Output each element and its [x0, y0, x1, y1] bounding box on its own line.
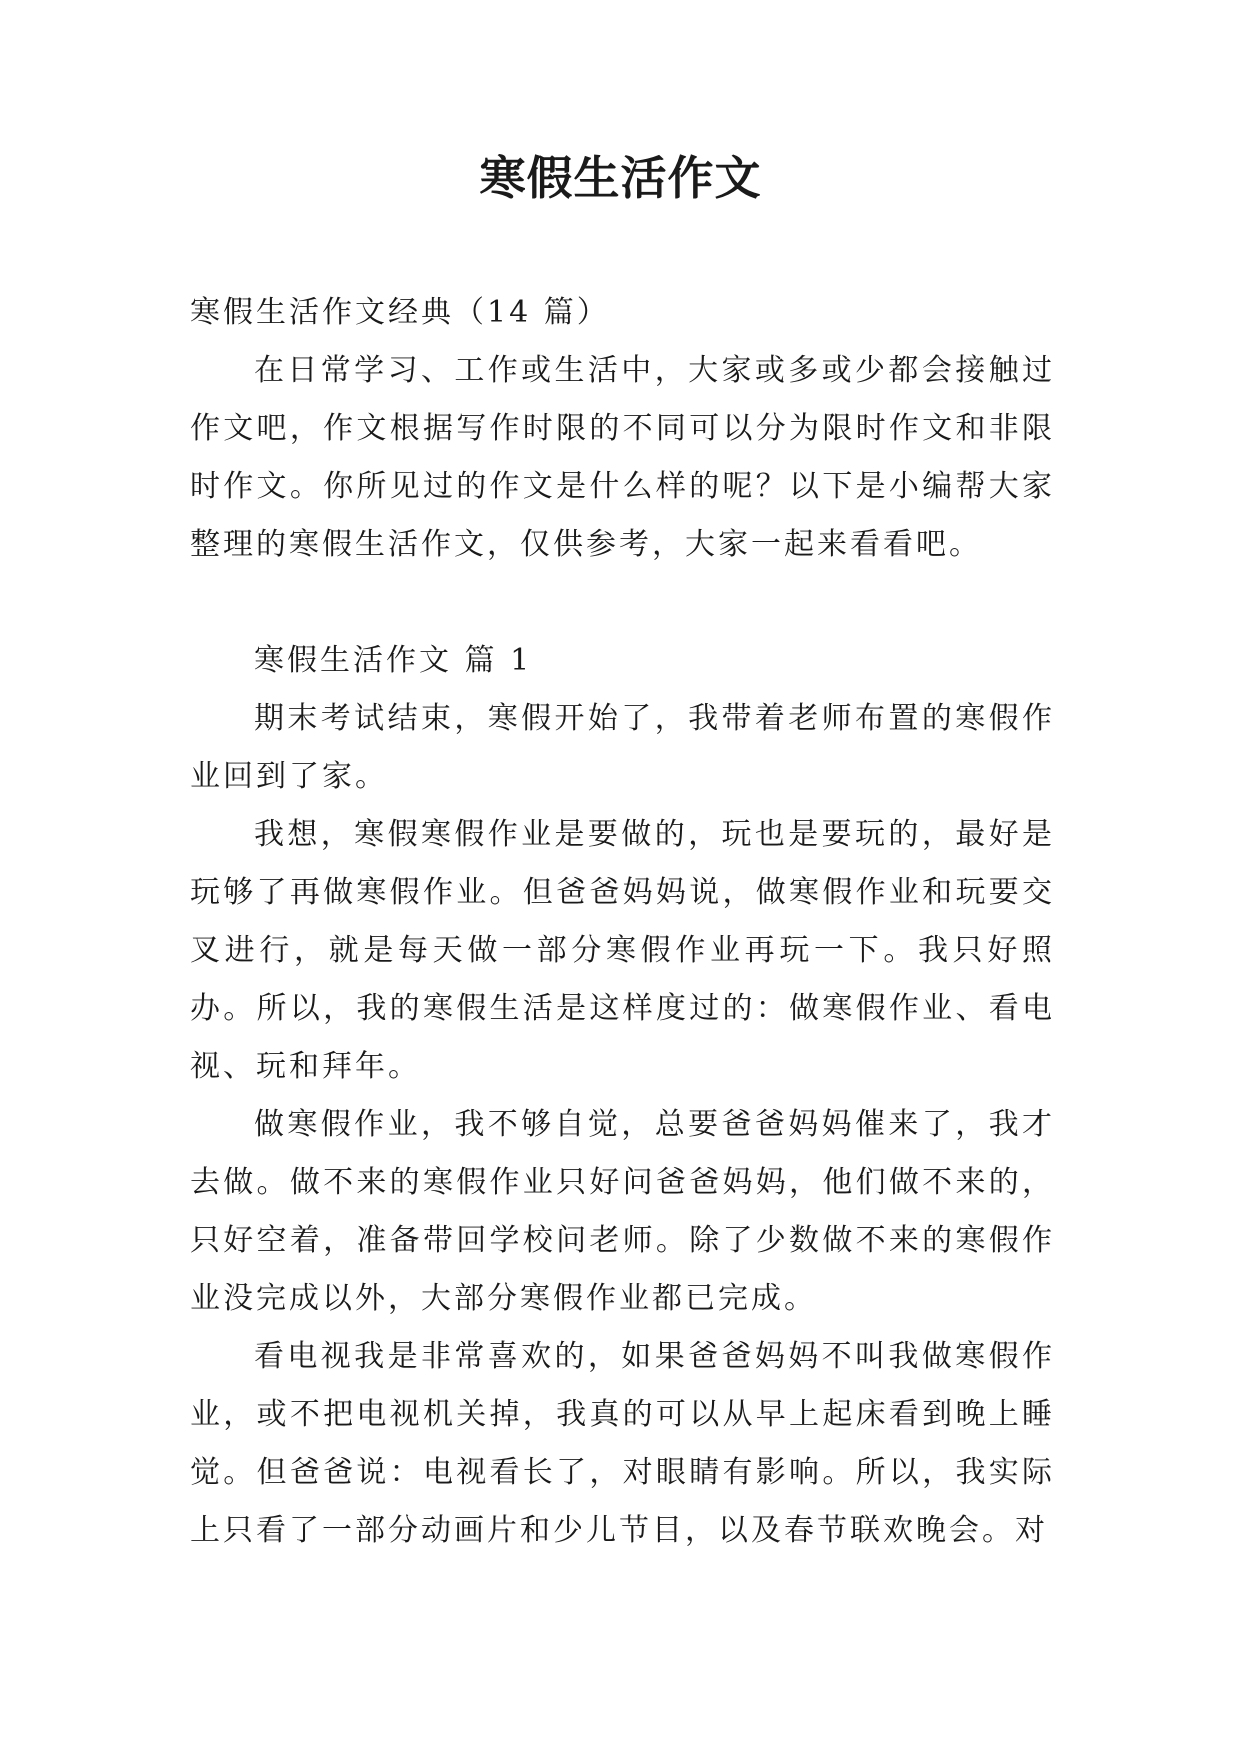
document-title: 寒假生活作文	[479, 151, 762, 205]
document-subtitle: 寒假生活作文经典（14 篇）	[190, 295, 610, 330]
body-paragraph: 我想，寒假寒假作业是要做的，玩也是要玩的，最好是玩够了再做寒假作业。但爸爸妈妈说，做寒假作业和玩要交叉进行，就是每天做一部分寒假作业再玩一下。我只好照办。所以，我的寒假生活是这样度过的：做寒假作业、看电视、玩和拜年。	[190, 817, 1055, 1084]
body-paragraph: 做寒假作业，我不够自觉，总要爸爸妈妈催来了，我才去做。做不来的寒假作业只好问爸爸妈妈，他们做不来的，只好空着，准备带回学校问老师。除了少数做不来的寒假作业没完成以外，大部分寒假作业都已完成。	[190, 1107, 1055, 1316]
spacer	[190, 574, 1055, 632]
body-paragraph: 看电视我是非常喜欢的，如果爸爸妈妈不叫我做寒假作业，或不把电视机关掉，我真的可以从早上起床看到晚上睡觉。但爸爸说：电视看长了，对眼睛有影响。所以，我实际上只看了一部分动画片和少儿节目，以及春节联欢晚会。对	[190, 1339, 1055, 1548]
intro-paragraph: 在日常学习、工作或生活中，大家或多或少都会接触过作文吧，作文根据写作时限的不同可以分为限时作文和非限时作文。你所见过的作文是什么样的呢？以下是小编帮大家整理的寒假生活作文，仅供参考，大家一起来看看吧。	[190, 353, 1055, 562]
document-body	[190, 284, 1055, 1560]
body-paragraph: 期末考试结束，寒假开始了，我带着老师布置的寒假作业回到了家。	[190, 701, 1055, 794]
section-heading: 寒假生活作文 篇 1	[254, 643, 533, 678]
